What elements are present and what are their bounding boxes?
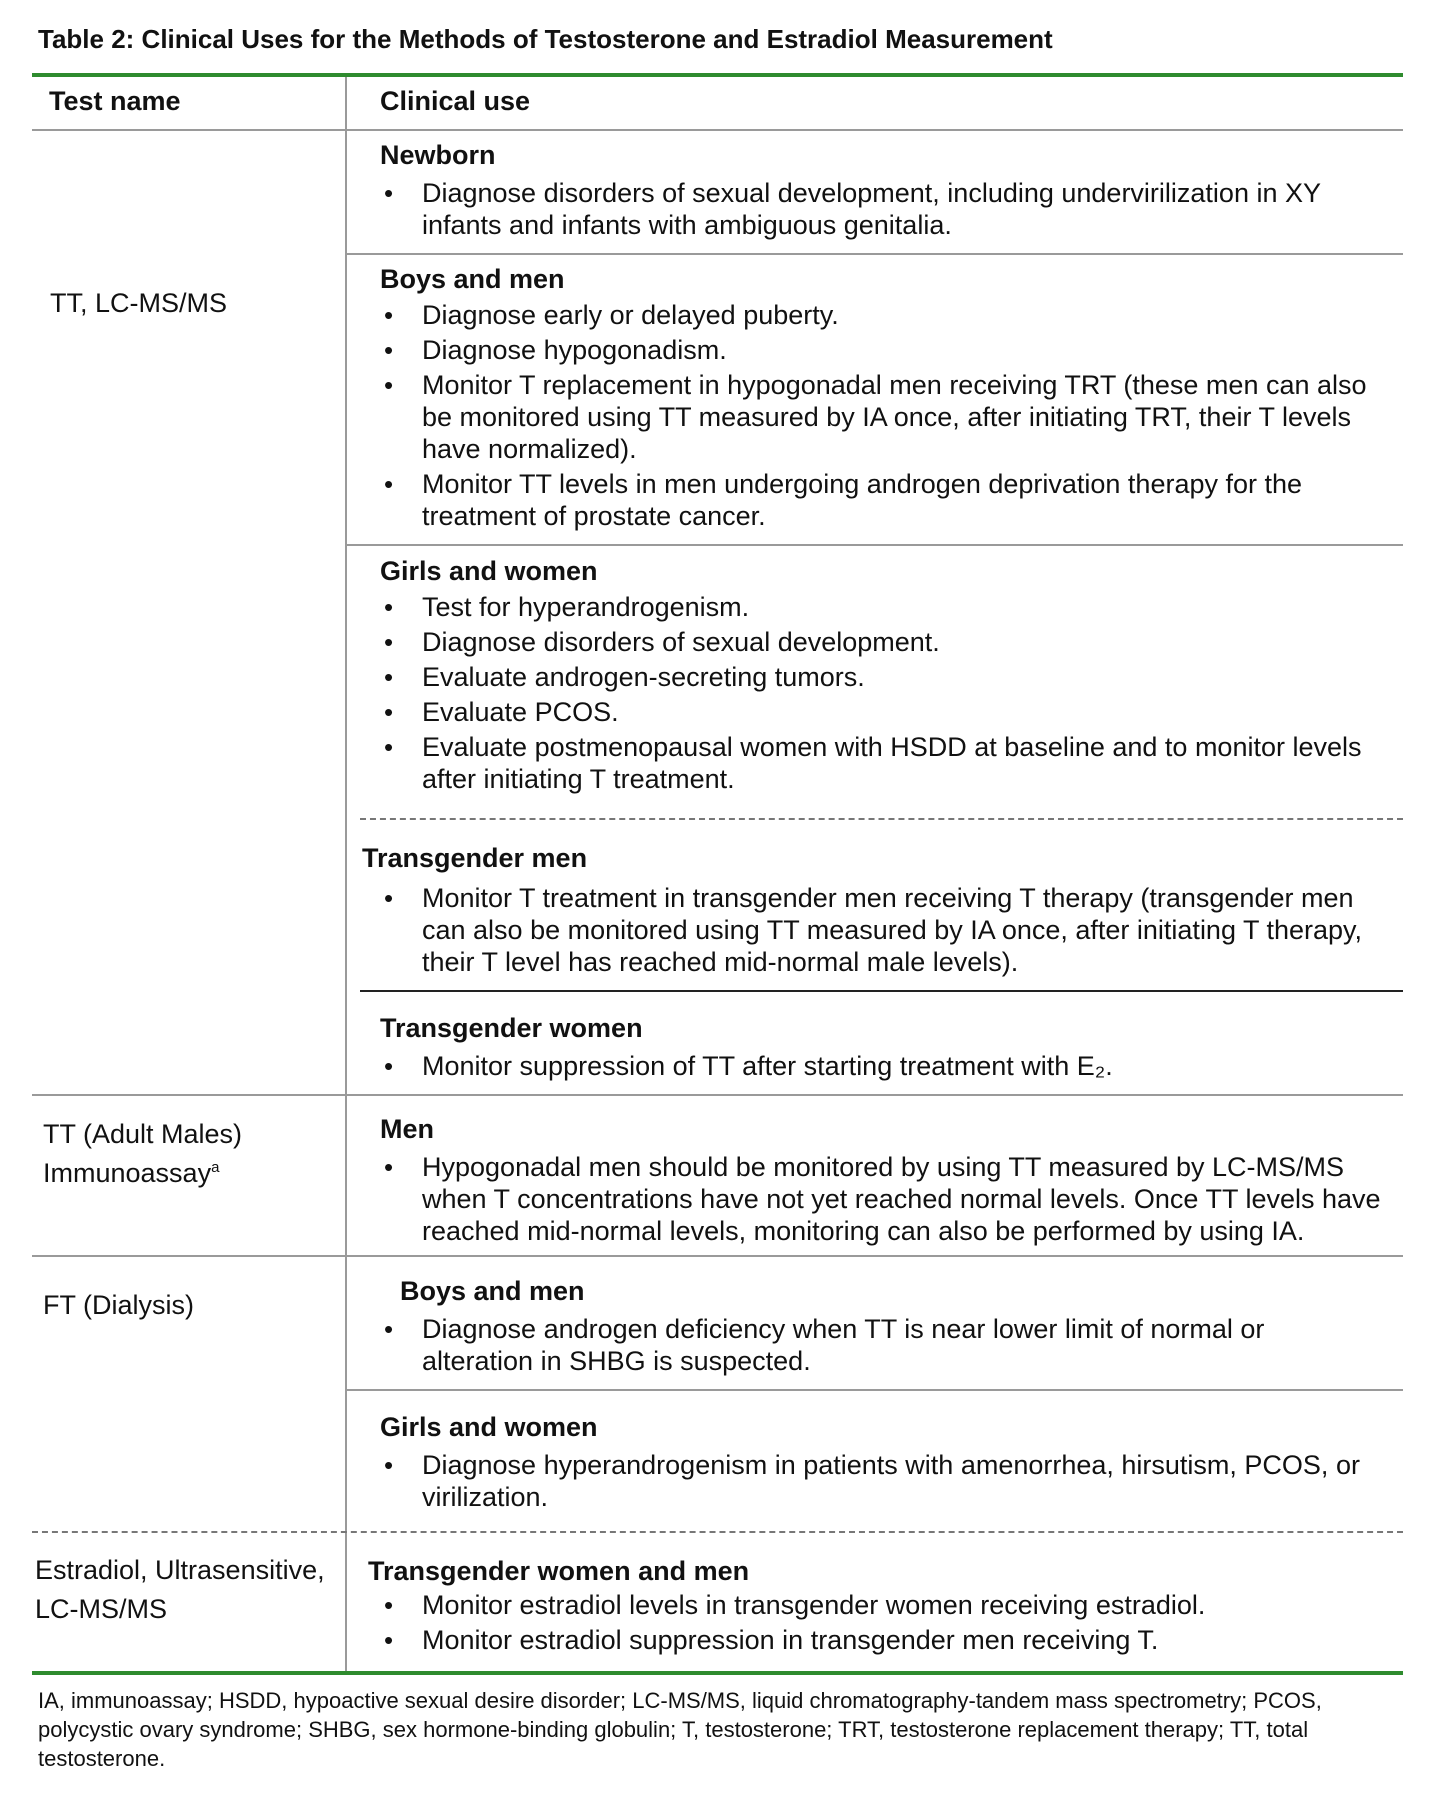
list-item: • Diagnose early or delayed puberty.	[380, 299, 1402, 331]
list-item: • Diagnose hypogonadism.	[380, 334, 1402, 366]
test-name-tt-immunoassay: TT (Adult Males) Immunoassay$^a$	[43, 1119, 243, 1188]
section-men	[380, 1114, 1410, 1250]
section-newborn	[380, 140, 1390, 244]
row-divider	[345, 544, 1403, 546]
dashed-divider	[32, 1531, 1403, 1533]
list-item: • Evaluate PCOS.	[380, 696, 1380, 728]
list-item: • Hypogonadal men should be monitored by using TT measured by LC-MS/MS when T concentrations have not yet reached normal levels. Once TT levels have reached mid-normal levels, monitoring can also be performed by using IA.	[380, 1151, 1410, 1247]
list-item: • Diagnose disorders of sexual development.	[380, 626, 1380, 658]
row-divider	[345, 253, 1403, 255]
section-ft-girls-and-women	[380, 1412, 1390, 1516]
list-item: • Monitor estradiol suppression in transgender men receiving T.	[380, 1624, 1398, 1656]
dashed-divider	[360, 818, 1403, 820]
row-divider	[32, 1255, 1403, 1257]
column-header-clinical-use: Clinical use	[380, 86, 531, 116]
test-name-estradiol: Estradiol, Ultrasensitive, LC-MS/MS	[35, 1555, 325, 1624]
row-divider	[360, 990, 1403, 992]
row-divider	[345, 1389, 1403, 1391]
list-item: • Monitor T treatment in transgender men receiving T therapy (transgender men can also be monitored using TT measured by IA once, after initiating T therapy, their T level has reached mid-normal male levels).	[380, 882, 1402, 978]
column-divider	[345, 77, 347, 1671]
section-heading: Newborn	[380, 140, 496, 170]
test-name-tt-lcms: TT, LC-MS/MS	[50, 288, 228, 318]
header-divider	[32, 129, 1403, 131]
list-item: • Diagnose disorders of sexual development, including undervirilization in XY infants and infants with ambiguous genitalia.	[380, 177, 1390, 241]
list-item: • Monitor estradiol levels in transgender women receiving estradiol.	[380, 1589, 1398, 1621]
section-heading: Girls and women	[380, 1412, 598, 1442]
section-heading: Boys and men	[380, 264, 565, 294]
section-girls-and-women	[380, 556, 1380, 798]
footnote-marker: a	[211, 1159, 220, 1176]
section-heading: Transgender women	[380, 1013, 643, 1043]
list-item: • Diagnose hyperandrogenism in patients with amenorrhea, hirsutism, PCOS, or virilization.	[380, 1449, 1390, 1513]
table-title: Table 2: Clinical Uses for the Methods of Testosterone and Estradiol Measurement	[38, 24, 1053, 54]
top-rule	[32, 73, 1403, 77]
section-transgender-women	[380, 1013, 1390, 1085]
row-divider	[32, 1094, 1403, 1096]
section-heading: Transgender women and men	[368, 1556, 750, 1586]
section-boys-and-men	[380, 264, 1402, 535]
list-item: • Monitor suppression of TT after starting treatment with E₂.	[380, 1050, 1390, 1082]
test-name-ft-dialysis: FT (Dialysis)	[43, 1290, 194, 1320]
list-item: • Monitor TT levels in men undergoing androgen deprivation therapy for the treatment of prostate cancer.	[380, 468, 1402, 532]
section-heading: Men	[380, 1114, 434, 1144]
list-item: • Diagnose androgen deficiency when TT is near lower limit of normal or alteration in SHBG is suspected.	[380, 1313, 1380, 1377]
section-transgender-men	[362, 843, 1402, 981]
list-item: • Test for hyperandrogenism.	[380, 591, 1380, 623]
column-header-test-name: Test name	[49, 86, 181, 116]
section-ft-boys-and-men	[380, 1276, 1380, 1380]
list-item: • Evaluate androgen-secreting tumors.	[380, 661, 1380, 693]
list-item: • Evaluate postmenopausal women with HSDD at baseline and to monitor levels after initiating T treatment.	[380, 731, 1380, 795]
footnote: IA, immunoassay; HSDD, hypoactive sexual desire disorder; LC-MS/MS, liquid chromatography-tandem mass spectrometry; PCOS, polycystic ovary syndrome; SHBG, sex hormone-binding globulin; T, testosterone; TRT, testosterone replacement therapy; TT, total testosterone.	[38, 1688, 1322, 1771]
section-heading: Boys and men	[400, 1276, 585, 1306]
bottom-rule	[32, 1671, 1403, 1675]
section-transgender-women-and-men	[368, 1556, 1398, 1659]
list-item: • Monitor T replacement in hypogonadal men receiving TRT (these men can also be monitored using TT measured by IA once, after initiating TRT, their T levels have normalized).	[380, 369, 1402, 465]
section-heading: Girls and women	[380, 556, 598, 586]
section-heading: Transgender men	[362, 843, 588, 873]
